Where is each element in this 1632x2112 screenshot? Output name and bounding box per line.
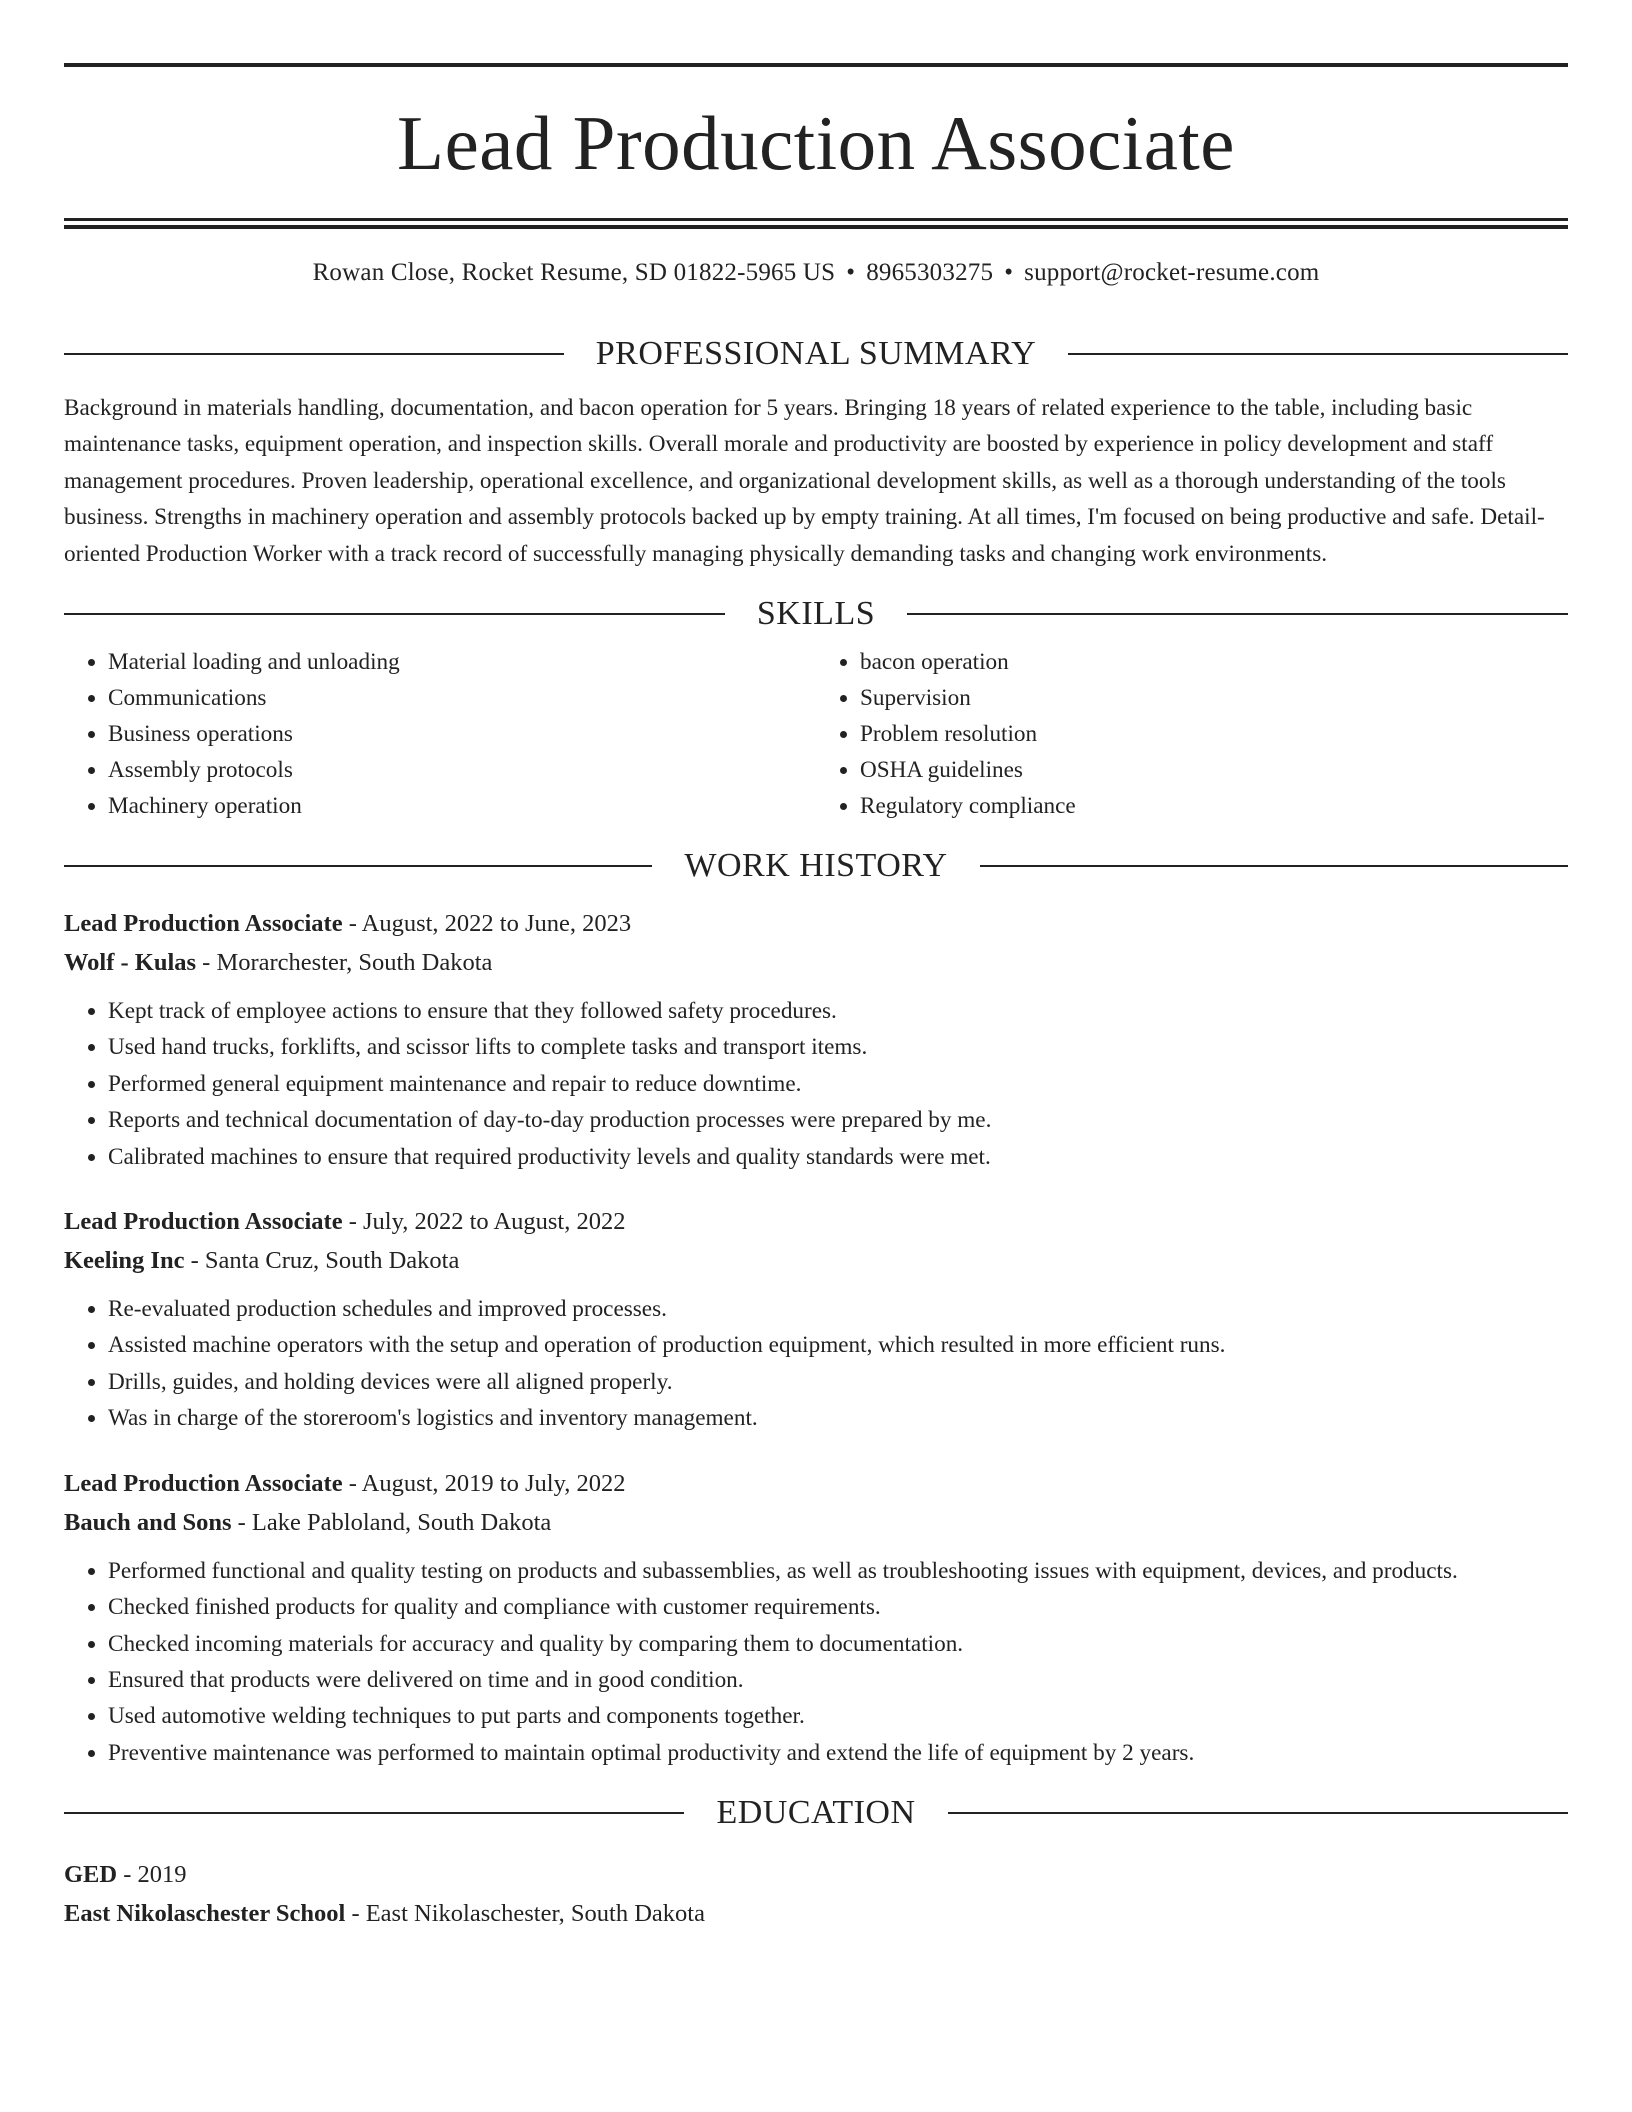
job-title: Lead Production Associate — [64, 1208, 343, 1236]
job-bullet: • Used automotive welding techniques to put parts and components together. — [108, 1698, 1568, 1734]
section-header-summary — [64, 334, 1568, 374]
job-bullet: • Performed general equipment maintenance and repair to reduce downtime. — [108, 1066, 1568, 1102]
section-title: EDUCATION — [716, 1794, 916, 1832]
skill-item: • Supervision — [860, 680, 1568, 716]
skill-item: • Assembly protocols — [108, 752, 816, 788]
contact-phone: 8965303275 — [866, 259, 994, 286]
page-title: Lead Production Associate — [397, 100, 1235, 186]
skills-list — [64, 644, 1568, 824]
job-title: Lead Production Associate — [64, 1469, 343, 1497]
skill-item: • Business operations — [108, 716, 816, 752]
skill-item: • bacon operation — [860, 644, 1568, 680]
job-dates: - July, 2022 to August, 2022 — [342, 1208, 626, 1236]
job-location: - Santa Cruz, South Dakota — [184, 1247, 460, 1275]
section-title: SKILLS — [756, 595, 876, 633]
job-bullet: • Checked finished products for quality and compliance with customer requirements. — [108, 1589, 1568, 1625]
job-bullet: • Calibrated machines to ensure that required productivity levels and quality standards were met. — [108, 1139, 1568, 1175]
skills-column-right — [816, 644, 1568, 824]
job-bullets — [64, 1553, 1568, 1771]
section-title: PROFESSIONAL SUMMARY — [595, 335, 1037, 372]
job-entry — [64, 904, 1568, 1175]
job-bullet: • Used hand trucks, forklifts, and scissor lifts to complete tasks and transport items. — [108, 1029, 1568, 1065]
job-title: Lead Production Associate — [64, 910, 343, 938]
education-year: - 2019 — [117, 1861, 187, 1889]
education-degree: GED — [64, 1861, 118, 1889]
job-bullet: • Was in charge of the storeroom's logistics and inventory management. — [108, 1400, 1568, 1436]
job-company-line — [64, 1503, 1568, 1542]
education-entry — [64, 1855, 1568, 1933]
job-dates: - August, 2019 to July, 2022 — [342, 1469, 626, 1497]
job-bullet: • Re-evaluated production schedules and improved processes. — [108, 1291, 1568, 1327]
section-rule — [907, 613, 1568, 615]
skill-item: • OSHA guidelines — [860, 752, 1568, 788]
job-bullet: • Assisted machine operators with the setup and operation of production equipment, which resulted in more efficient runs. — [108, 1327, 1568, 1363]
job-location: - Lake Pabloland, South Dakota — [231, 1508, 552, 1536]
job-bullet: • Checked incoming materials for accuracy and quality by comparing them to documentation. — [108, 1626, 1568, 1662]
contact-line — [64, 258, 1568, 288]
section-header-work-history — [64, 846, 1568, 886]
job-dates: - August, 2022 to June, 2023 — [342, 910, 632, 938]
contact-address: Rowan Close, Rocket Resume, SD 01822-5965 US — [312, 259, 836, 286]
job-bullet: • Drills, guides, and holding devices were all aligned properly. — [108, 1364, 1568, 1400]
job-bullet: • Reports and technical documentation of day-to-day production processes were prepared by me. — [108, 1102, 1568, 1138]
section-rule — [64, 865, 652, 867]
contact-separator: • — [846, 259, 856, 286]
job-bullet: • Preventive maintenance was performed to maintain optimal productivity and extend the life of equipment by 2 years. — [108, 1735, 1568, 1771]
job-company-line — [64, 1241, 1568, 1280]
job-company: Keeling Inc — [64, 1247, 185, 1275]
section-rule — [1068, 353, 1568, 355]
education-school: East Nikolaschester School — [64, 1900, 346, 1928]
job-bullets — [64, 993, 1568, 1175]
section-rule — [64, 353, 564, 355]
section-rule — [64, 613, 725, 615]
job-entry — [64, 1464, 1568, 1771]
section-title: WORK HISTORY — [684, 847, 948, 885]
education-school-line — [64, 1894, 1568, 1933]
job-company-line — [64, 943, 1568, 982]
section-rule — [948, 1812, 1568, 1814]
job-company: Bauch and Sons — [64, 1508, 232, 1536]
skill-item: • Material loading and unloading — [108, 644, 816, 680]
skill-item: • Communications — [108, 680, 816, 716]
skill-item: • Problem resolution — [860, 716, 1568, 752]
contact-email: support@rocket-resume.com — [1024, 259, 1320, 286]
job-title-line — [64, 904, 1568, 943]
section-rule — [980, 865, 1568, 867]
education-degree-line — [64, 1855, 1568, 1894]
section-rule — [64, 1812, 684, 1814]
skills-column-left — [64, 644, 816, 824]
job-bullet: • Kept track of employee actions to ensure that they followed safety procedures. — [108, 993, 1568, 1029]
title-double-rule — [64, 218, 1568, 221]
job-title-line — [64, 1464, 1568, 1503]
skill-item: • Regulatory compliance — [860, 788, 1568, 824]
job-entry — [64, 1202, 1568, 1437]
skill-item: • Machinery operation — [108, 788, 816, 824]
job-title-line — [64, 1202, 1568, 1241]
summary-text: Background in materials handling, documentation, and bacon operation for 5 years. Bringing 18 years of related experience to the table, including basic maintenance tasks, equipment operation, and inspection skills. Overall morale and productivity are boosted by experience in policy development and staff management procedures. Proven leadership, operational excellence, and organizational development skills, as well as a thorough understanding of the tools business. Strengths in machinery operation and assembly protocols backed up by empty training. At all times, I'm focused on being productive and safe. Detail-oriented Production Worker with a track record of successfully managing physically demanding tasks and changing work environments. — [64, 395, 1545, 567]
job-location: - Morarchester, South Dakota — [196, 949, 493, 977]
section-header-education — [64, 1793, 1568, 1833]
education-location: - East Nikolaschester, South Dakota — [345, 1900, 705, 1928]
contact-separator: • — [1004, 259, 1014, 286]
job-company: Wolf - Kulas — [64, 949, 197, 977]
job-bullets — [64, 1291, 1568, 1437]
job-bullet: • Performed functional and quality testing on products and subassemblies, as well as troubleshooting issues with equipment, devices, and products. — [108, 1553, 1568, 1589]
job-bullet: • Ensured that products were delivered on time and in good condition. — [108, 1662, 1568, 1698]
section-header-skills — [64, 594, 1568, 634]
top-rule — [64, 63, 1568, 67]
